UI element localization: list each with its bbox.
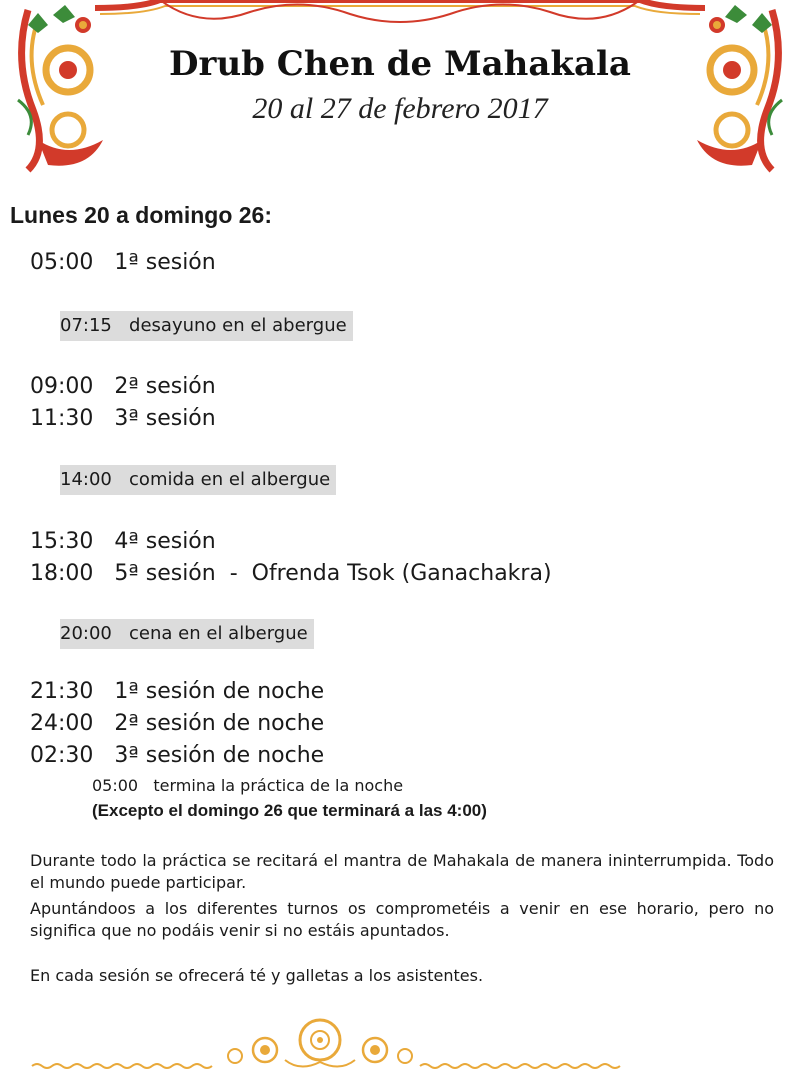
corner-ornament-left (8, 0, 118, 175)
schedule-row-dinner: 20:00 cena en el albergue (60, 619, 314, 649)
schedule-end-note: 05:00 termina la práctica de la noche (92, 776, 404, 795)
schedule-row-night-session-3: 02:30 3ª sesión de noche (30, 743, 325, 768)
schedule-row-lunch: 14:00 comida en el albergue (60, 465, 336, 495)
footer-ornament (0, 1010, 800, 1079)
schedule-row-breakfast: 07:15 desayuno en el abergue (60, 311, 353, 341)
schedule-row-session-4: 15:30 4ª sesión (30, 529, 216, 554)
notes-paragraph-tea: En cada sesión se ofrecerá té y galletas a los asistentes. (30, 966, 484, 985)
notes-paragraph-mantra: Durante todo la práctica se recitará el mantra de Mahakala de manera ininterrumpida. Todo el mundo puede participar. (30, 851, 774, 892)
page-subtitle: 20 al 27 de febrero 2017 (252, 92, 548, 125)
schedule-row-session-3: 11:30 3ª sesión (30, 406, 216, 431)
schedule-heading: Lunes 20 a domingo 26: (10, 202, 272, 228)
schedule-row-session-1: 05:00 1ª sesión (30, 250, 216, 275)
schedule-row-night-session-1: 21:30 1ª sesión de noche (30, 679, 325, 704)
schedule-row-session-2: 09:00 2ª sesión (30, 374, 216, 399)
page-title: Drub Chen de Mahakala (169, 44, 631, 84)
notes-paragraph-signup: Apuntándoos a los diferentes turnos os comprometéis a venir en ese horario, pero no significa que no podáis venir si no estáis apuntados. (30, 899, 774, 940)
corner-ornament-right (682, 0, 792, 175)
schedule-exception-note: (Excepto el domingo 26 que terminará a las 4:00) (92, 801, 487, 820)
schedule-row-night-session-2: 24:00 2ª sesión de noche (30, 711, 325, 736)
schedule-row-session-5: 18:00 5ª sesión - Ofrenda Tsok (Ganachakra) (30, 561, 552, 586)
